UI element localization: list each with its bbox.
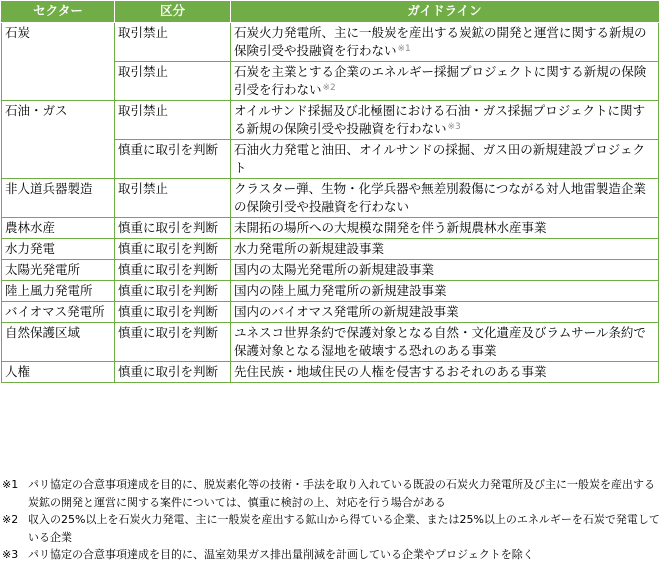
- footnotes: [2, 476, 662, 564]
- guideline-text: ユネスコ世界条約で保護対象となる自然・文化遺産及びラムサール条約で保護対象となる湿地を破壊する恐れのある事業: [234, 325, 646, 358]
- sector-cell: 自然保護区域: [2, 323, 115, 362]
- header-guideline: ガイドライン: [231, 2, 659, 23]
- table-header-row: [2, 2, 659, 23]
- guideline-cell: [231, 260, 659, 281]
- category-cell: 慎重に取引を判断: [115, 239, 231, 260]
- guideline-text: 石炭を主業とする企業のエネルギー採掘プロジェクトに関する新規の保険引受を行わない: [234, 64, 647, 97]
- sector-cell: 農林水産: [2, 218, 115, 239]
- table-row: [2, 239, 659, 260]
- header-sector: セクター: [2, 2, 115, 23]
- guideline-text: 石炭火力発電所、主に一般炭を産出する炭鉱の開発と運営に関する新規の保険引受や投融資を行わない: [234, 25, 647, 58]
- guideline-text: 先住民族・地域住民の人権を侵害するおそれのある事業: [234, 364, 547, 379]
- guideline-text: オイルサンド採掘及び北極圏における石油・ガス採掘プロジェクトに関する新規の保険引受や投融資を行わない: [234, 103, 646, 136]
- guideline-cell: [231, 218, 659, 239]
- guideline-cell: [231, 101, 659, 140]
- footnote-text: 収入の25%以上を石炭火力発電、主に一般炭を産出する鉱山から得ている企業、または25%以上のエネルギーを石炭で発電している企業: [28, 513, 660, 544]
- guideline-cell: [231, 23, 659, 62]
- footnote-ref: ※1: [397, 44, 411, 54]
- footnote-text: パリ協定の合意事項達成を目的に、脱炭素化等の技術・手法を取り入れている既設の石炭火力発電所及び主に一般炭を産出する炭鉱の開発と運営に関する案件については、慎重に検討の上、対応を行う場合がある: [28, 478, 655, 509]
- guideline-text: クラスター弾、生物・化学兵器や無差別殺傷につながる対人地雷製造企業の保険引受や投融資を行わない: [234, 181, 646, 214]
- footnote: [2, 476, 662, 511]
- guideline-cell: [231, 281, 659, 302]
- category-cell: 取引禁止: [115, 62, 231, 101]
- guideline-text: 石油火力発電と油田、オイルサンドの採掘、ガス田の新規建設プロジェクト: [234, 142, 646, 175]
- category-cell: 慎重に取引を判断: [115, 281, 231, 302]
- guideline-text: 国内の太陽光発電所の新規建設事業: [234, 262, 435, 277]
- table-body: [2, 23, 659, 383]
- guideline-text: 未開拓の場所への大規模な開発を伴う新規農林水産事業: [234, 220, 547, 235]
- sector-cell: バイオマス発電所: [2, 302, 115, 323]
- sector-cell: 石炭: [2, 23, 115, 101]
- guideline-text: 水力発電所の新規建設事業: [234, 241, 385, 256]
- footnote: [2, 511, 662, 546]
- footnote-mark: ※1: [2, 478, 19, 491]
- category-cell: 慎重に取引を判断: [115, 362, 231, 383]
- category-cell: 慎重に取引を判断: [115, 140, 231, 179]
- guideline-table: [1, 1, 659, 383]
- sector-cell: 非人道兵器製造: [2, 179, 115, 218]
- guideline-cell: [231, 302, 659, 323]
- table-row: [2, 281, 659, 302]
- sector-cell: 人権: [2, 362, 115, 383]
- table-row: [2, 260, 659, 281]
- category-cell: 取引禁止: [115, 179, 231, 218]
- category-cell: 取引禁止: [115, 23, 231, 62]
- category-cell: 慎重に取引を判断: [115, 302, 231, 323]
- guideline-cell: [231, 362, 659, 383]
- guideline-cell: [231, 239, 659, 260]
- guideline-text: 国内の陸上風力発電所の新規建設事業: [234, 283, 447, 298]
- table-row: [2, 23, 659, 62]
- footnote-mark: ※2: [2, 513, 19, 526]
- table-row: [2, 302, 659, 323]
- sector-cell: 陸上風力発電所: [2, 281, 115, 302]
- header-category: 区分: [115, 2, 231, 23]
- table-row: [2, 218, 659, 239]
- footnote-ref: ※2: [322, 83, 336, 93]
- category-cell: 慎重に取引を判断: [115, 323, 231, 362]
- guideline-cell: [231, 323, 659, 362]
- sector-cell: 太陽光発電所: [2, 260, 115, 281]
- table-row: [2, 179, 659, 218]
- category-cell: 慎重に取引を判断: [115, 218, 231, 239]
- footnote-mark: ※3: [2, 548, 19, 561]
- sector-cell: 石油・ガス: [2, 101, 115, 179]
- footnote-ref: ※3: [447, 122, 461, 132]
- guideline-text: 国内のバイオマス発電所の新規建設事業: [234, 304, 459, 319]
- category-cell: 慎重に取引を判断: [115, 260, 231, 281]
- category-cell: 取引禁止: [115, 101, 231, 140]
- sector-cell: 水力発電: [2, 239, 115, 260]
- table-row: [2, 323, 659, 362]
- footnote-text: パリ協定の合意事項達成を目的に、温室効果ガス排出量削減を計画している企業やプロジェクトを除く: [28, 548, 534, 561]
- table-row: [2, 362, 659, 383]
- guideline-cell: [231, 179, 659, 218]
- guideline-cell: [231, 62, 659, 101]
- guideline-cell: [231, 140, 659, 179]
- table-row: [2, 101, 659, 140]
- footnote: [2, 546, 662, 564]
